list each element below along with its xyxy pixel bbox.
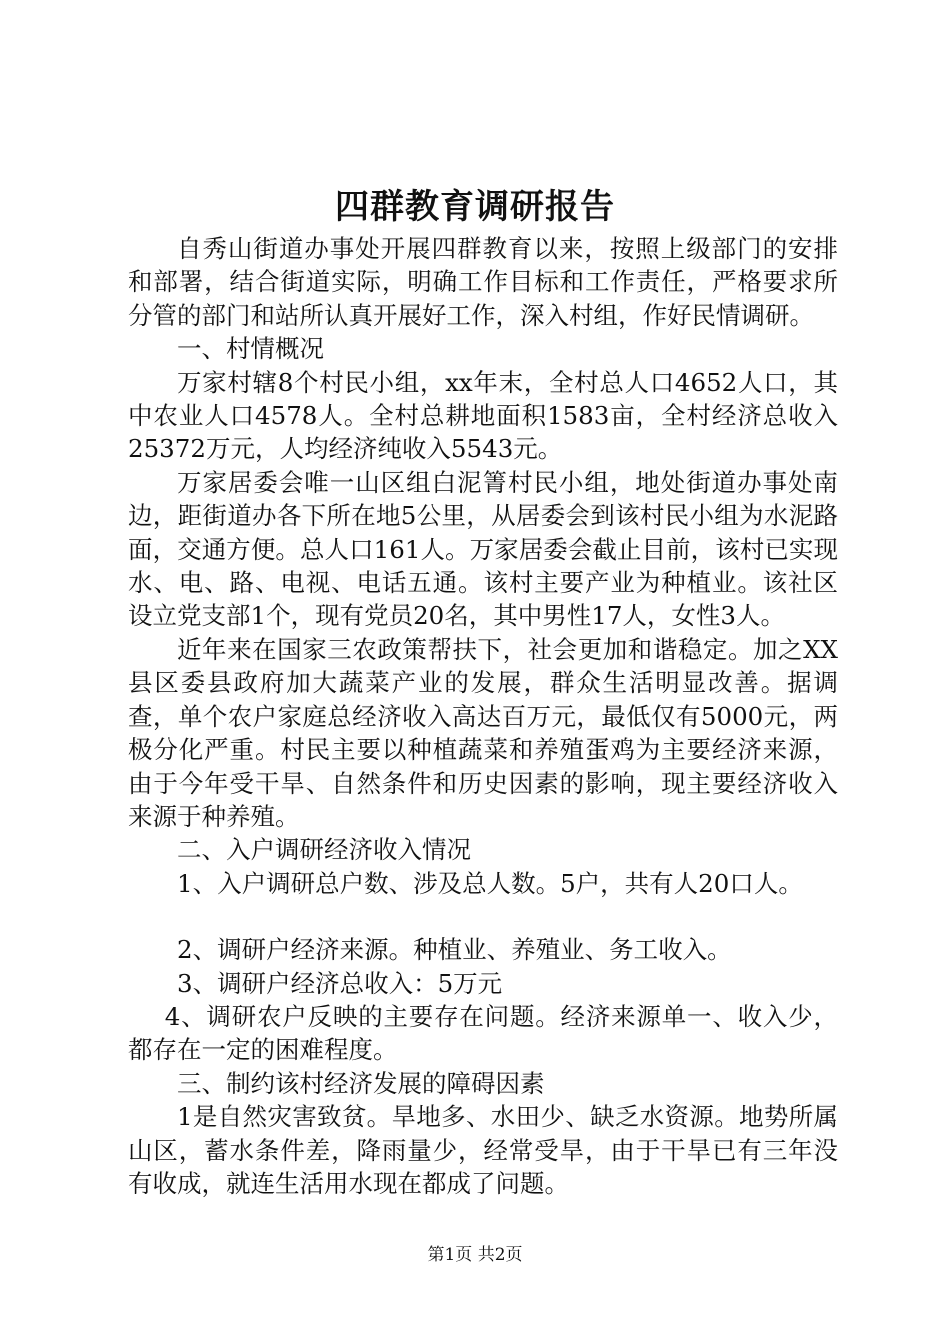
survey-item-1: 1、入户调研总户数、涉及总人数。5户，共有人20口人。 [177, 868, 803, 898]
document-body [128, 232, 838, 1200]
section-heading-household-income: 二、入户调研经济收入情况 [177, 835, 471, 865]
survey-item-2: 2、调研户经济来源。种植业、养殖业、务工收入。 [177, 935, 732, 965]
intro-paragraph: 自秀山街道办事处开展四群教育以来，按照上级部门的安排和部署，结合街道实际，明确工作目标和工作责任，严格要求所分管的部门和站所认真开展好工作，深入村组，作好民情调研。 [128, 234, 838, 330]
recent-years-paragraph: 近年来在国家三农政策帮扶下，社会更加和谐稳定。加之XX县区委县政府加大蔬菜产业的发展，群众生活明显改善。据调查，单个农户家庭总经济收入高达百万元，最低仅有5000元，两极分化严重。村民主要以种植蔬菜和养殖蛋鸡为主要经济来源，由于今年受干旱、自然条件和历史因素的影响，现主要经济收入来源于种养殖。 [128, 634, 838, 831]
section-heading-village-overview: 一、村情概况 [177, 334, 324, 364]
residents-committee-paragraph: 万家居委会唯一山区组白泥箐村民小组，地处街道办事处南边，距街道办各下所在地5公里，从居委会到该村民小组为水泥路面，交通方便。总人口161人。万家居委会截止目前，该村已实现水、电、路、电视、电话五通。该村主要产业为种植业。该社区设立党支部1个，现有党员20名，其中男性17人，女性3人。 [128, 467, 838, 631]
obstacle-item-1: 1是自然灾害致贫。旱地多、水田少、缺乏水资源。地势所属山区，蓄水条件差，降雨量少，经常受旱，由于干旱已有三年没有收成，就连生活用水现在都成了问题。 [128, 1102, 838, 1198]
village-stats-paragraph: 万家村辖8个村民小组，xx年末，全村总人口4652人口，其中农业人口4578人。全村总耕地面积1583亩，全村经济总收入25372万元，人均经济纯收入5543元。 [128, 367, 838, 464]
survey-item-4: 4、调研农户反映的主要存在问题。经济来源单一、收入少，都存在一定的困难程度。 [128, 1001, 838, 1065]
survey-item-3: 3、调研户经济总收入：5万元 [177, 968, 503, 998]
page-number-footer: 第1页 共2页 [427, 1245, 523, 1265]
section-heading-obstacles: 三、制约该村经济发展的障碍因素 [177, 1068, 545, 1098]
document-title: 四群教育调研报告 [335, 187, 615, 227]
